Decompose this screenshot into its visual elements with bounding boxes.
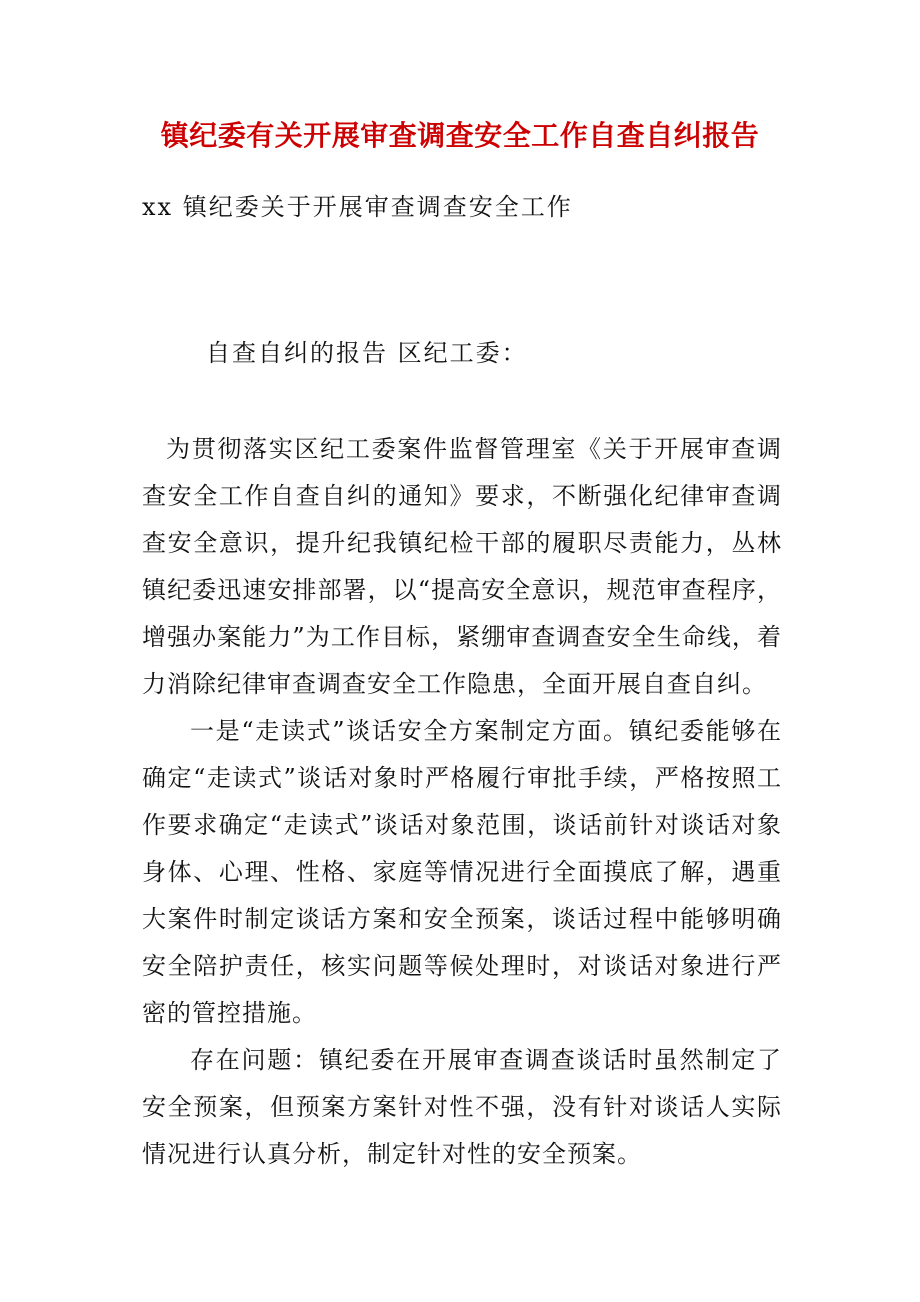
document-salutation: 自查自纠的报告 区纪工委：: [206, 339, 528, 367]
document-subtitle: xx 镇纪委关于开展审查调查安全工作: [142, 193, 573, 221]
document-title: 镇纪委有关开展审查调查安全工作自查自纠报告: [160, 119, 760, 152]
paragraph-issues: 存在问题：镇纪委在开展审查调查谈话时虽然制定了安全预案，但预案方案针对性不强，没有针对谈话人实际情况进行认真分析，制定针对性的安全预案。: [142, 1046, 782, 1168]
paragraph-point-one: 一是“走读式”谈话安全方案制定方面。镇纪委能够在确定“走读式”谈话对象时严格履行审批手续，严格按照工作要求确定“走读式”谈话对象范围，谈话前针对谈话对象身体、心理、性格、家庭等情况进行全面摸底了解，遇重大案件时制定谈话方案和安全预案，谈话过程中能够明确安全陪护责任，核实问题等候处理时，对谈话对象进行严密的管控措施。: [142, 717, 782, 1027]
document-body: [142, 426, 782, 1178]
paragraph-intro: 为贯彻落实区纪工委案件监督管理室《关于开展审查调查安全工作自查自纠的通知》要求，不断强化纪律审查调查安全意识，提升纪我镇纪检干部的履职尽责能力，丛林镇纪委迅速安排部署，以“提高安全意识，规范审查程序，增强办案能力”为工作目标，紧绷审查调查安全生命线，着力消除纪律审查调查安全工作隐患，全面开展自查自纠。: [142, 435, 782, 698]
